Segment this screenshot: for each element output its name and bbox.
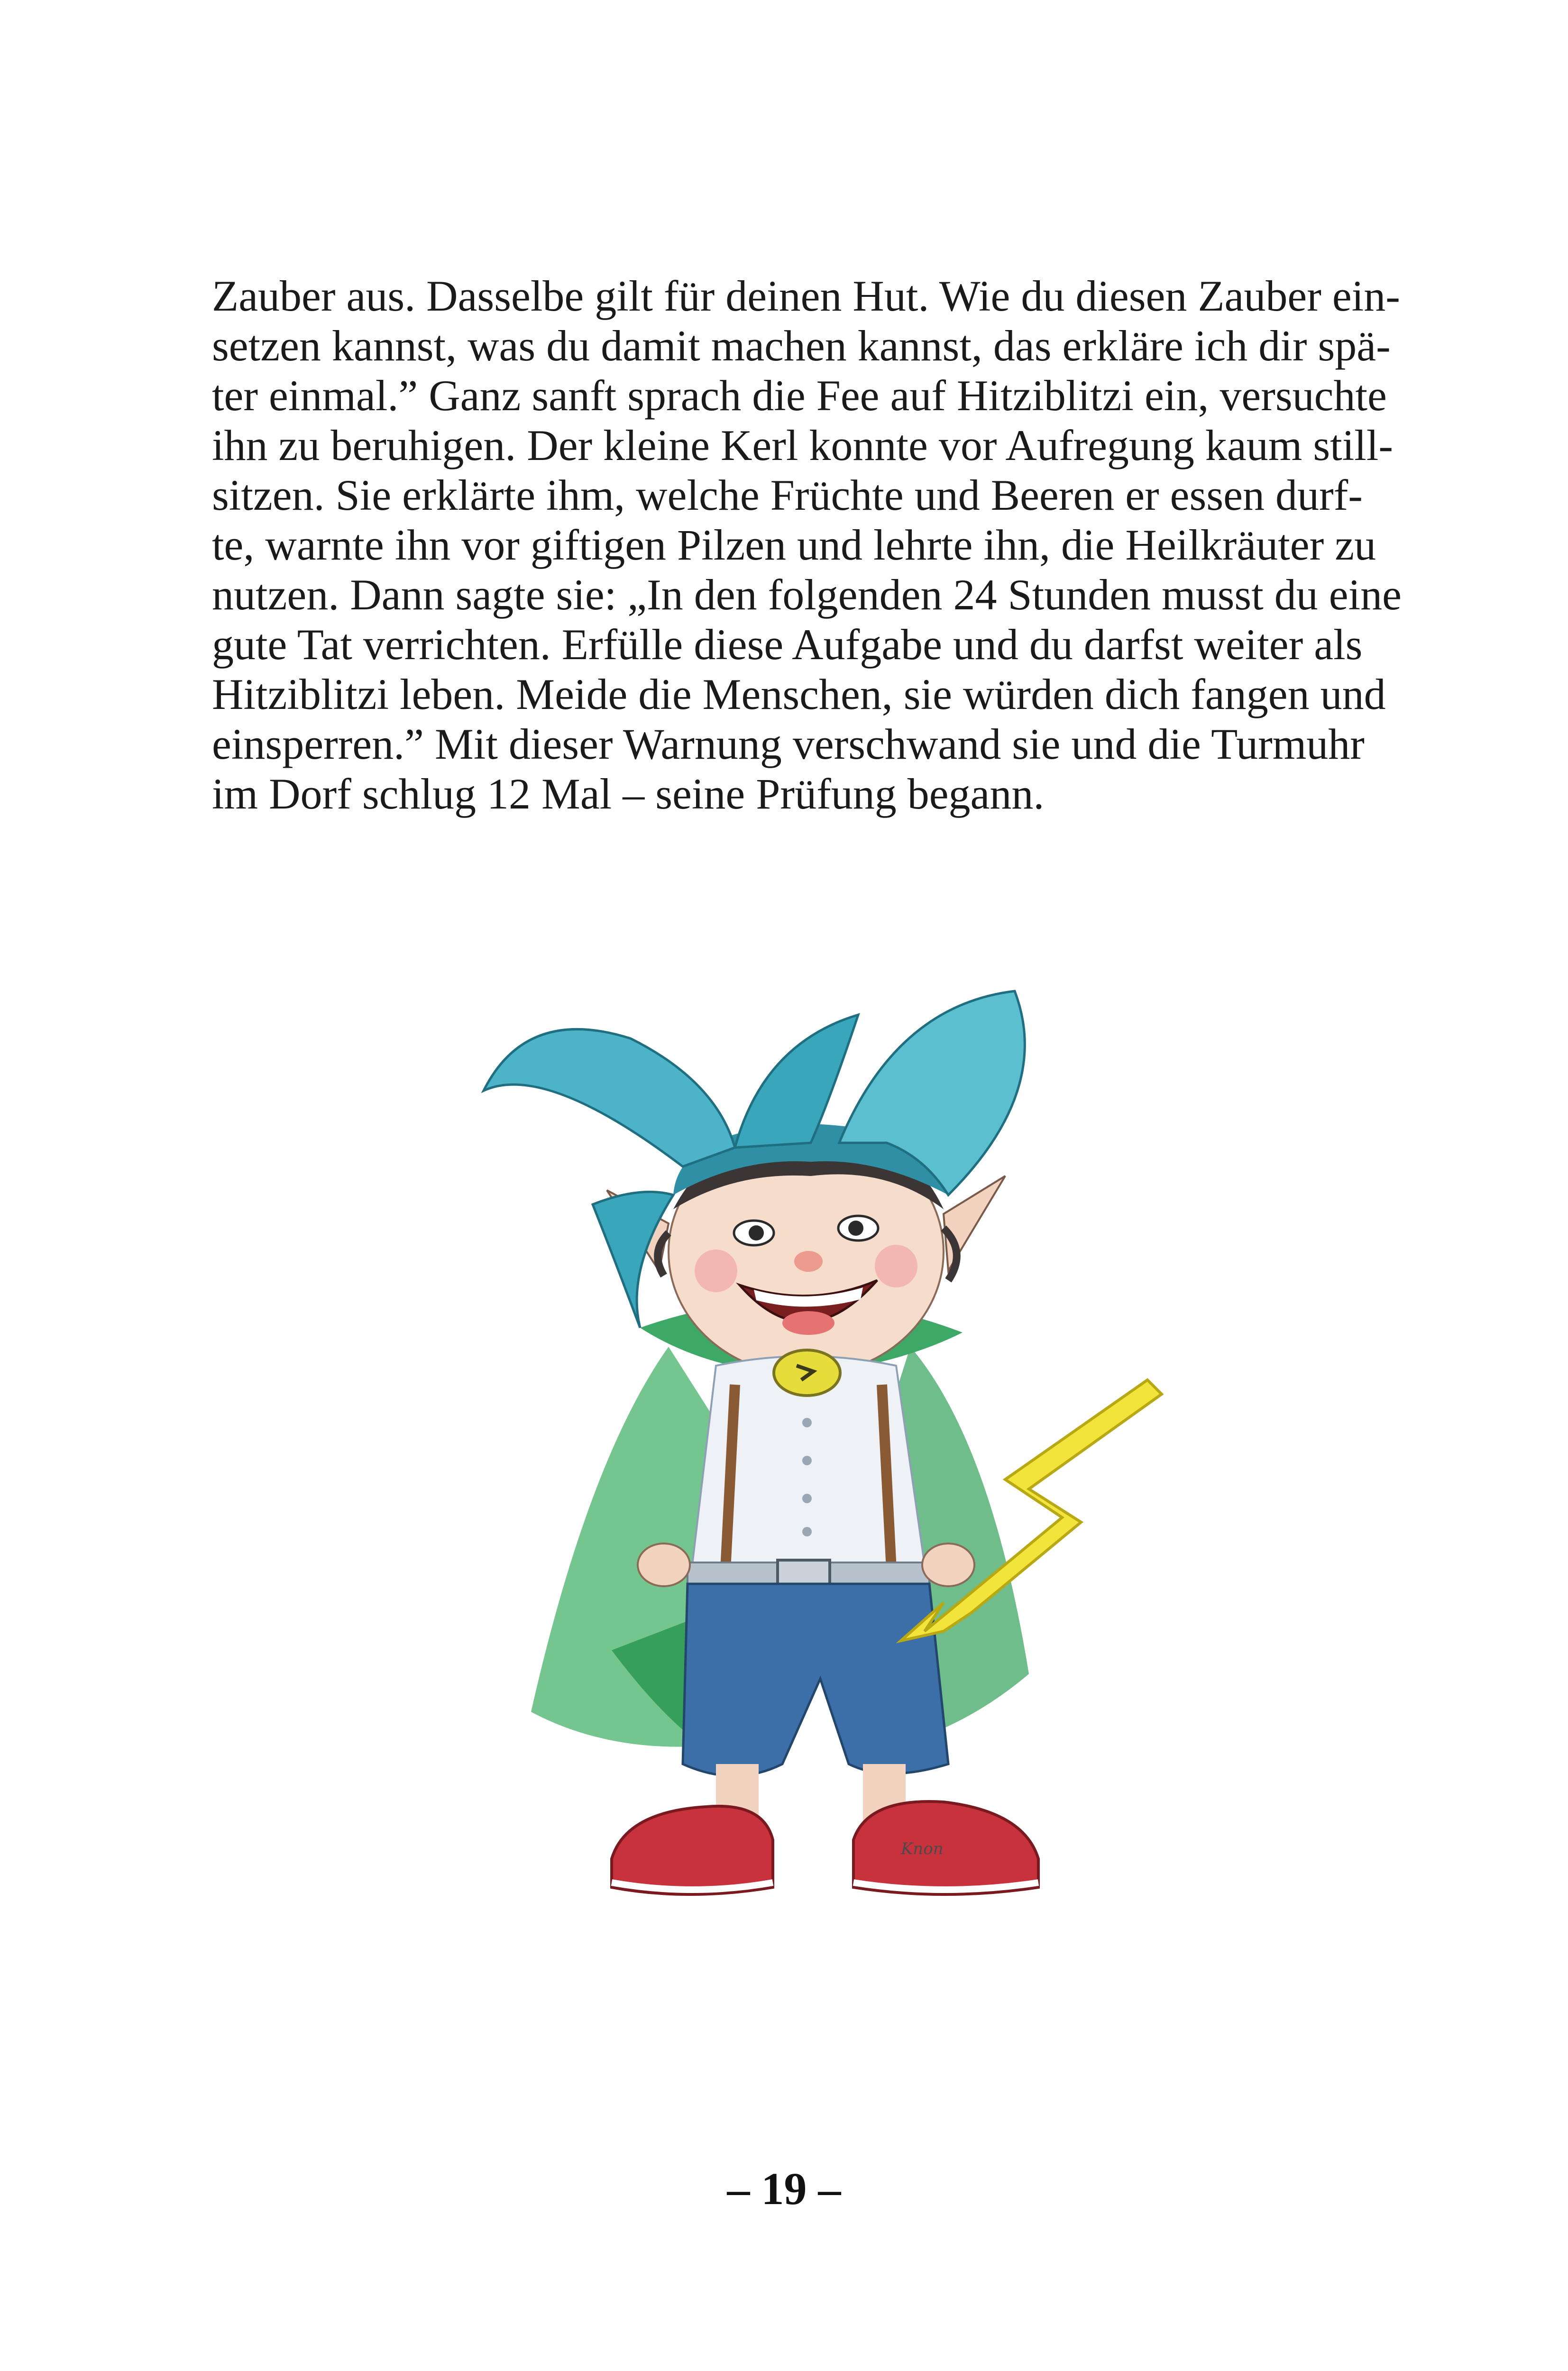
text-line: sitzen. Sie erklärte ihm, welche Früchte und Beeren er essen durf- [212,471,1363,519]
page-number: – 19 – [727,2163,841,2214]
artist-signature: Knon [901,1839,944,1858]
text-line: nutzen. Dann sagte sie: „In den folgenden 24 Stunden musst du eine [212,570,1402,619]
text-line: ihn zu beruhigen. Der kleine Kerl konnte vor Aufregung kaum still- [212,421,1394,469]
nose [794,1251,823,1272]
text-line: im Dorf schlug 12 Mal – seine Prüfung begann. [212,770,1045,818]
text-line: einsperren.” Mit dieser Warnung verschwand sie und die Turmuhr [212,720,1365,768]
text-line: Zauber aus. Dasselbe gilt für deinen Hut. Wie du diesen Zauber ein- [212,272,1400,320]
right-shoe [853,1801,1038,1894]
trousers [683,1584,948,1776]
text-line: Hitziblitzi leben. Meide die Menschen, sie würden dich fangen und [212,670,1386,718]
left-hand [638,1544,690,1586]
body-text [212,271,1402,819]
text-line: setzen kannst, was du damit machen kannst, das erkläre ich dir spä- [212,322,1391,370]
text-line: gute Tat verrichten. Erfülle diese Aufgabe und du darfst weiter als [212,620,1363,669]
elf-illustration [469,986,1181,2053]
right-hand [922,1544,974,1586]
text-line: ter einmal.” Ganz sanft sprach die Fee auf Hitziblitzi ein, versuchte [212,371,1387,420]
text-line: te, warnte ihn vor giftigen Pilzen und lehrte ihn, die Heilkräuter zu [212,521,1376,569]
left-shoe [612,1806,773,1894]
hat-tip-left [484,1029,735,1167]
brooch [774,1350,840,1396]
